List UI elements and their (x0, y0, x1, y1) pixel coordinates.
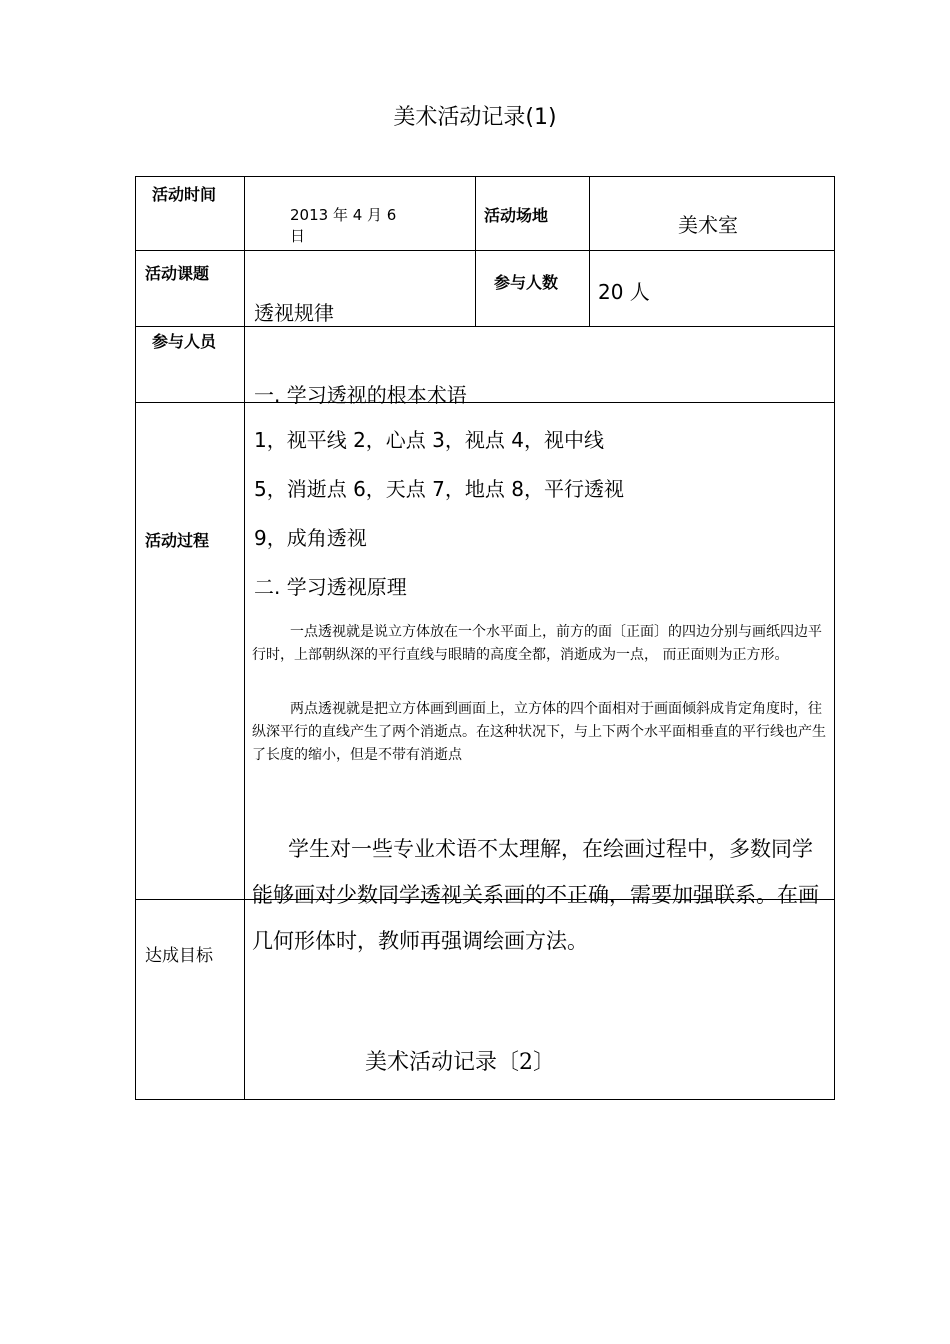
activity-topic-value: 透视规律 (254, 301, 334, 325)
table-row-divider (135, 402, 835, 403)
activity-place-value: 美术室 (678, 213, 738, 237)
process-terms-line-3: 9，成角透视 (254, 526, 367, 550)
process-terms-line-1: 1，视平线 2，心点 3，视点 4，视中线 (254, 428, 604, 452)
activity-date-line1: 2013 年 4 月 6 (290, 206, 397, 224)
label-activity-process: 活动过程 (145, 531, 210, 550)
two-point-perspective-paragraph: 两点透视就是把立方体画到画面上，立方体的四个面相对于画面倾斜成肯定角度时，往纵深平行的直线产生了两个消逝点。在这种状况下，与上下两个水平面相垂直的平行线也产生了长度的缩小，但是不带有消逝点 (252, 701, 826, 763)
table-row-divider (135, 326, 835, 327)
table-border-top (135, 176, 835, 177)
label-participant-count: 参与人数 (494, 273, 559, 292)
activity-date-line2: 日 (290, 227, 306, 245)
participant-count-value: 20 人 (598, 280, 650, 304)
table-col-divider (244, 176, 245, 1100)
process-heading-1: 一. 学习透视的根本术语 (254, 383, 467, 407)
table-border-left (135, 176, 136, 1100)
label-activity-place: 活动场地 (484, 206, 549, 225)
page-title: 美术活动记录(1) (393, 105, 557, 130)
second-record-title: 美术活动记录〔2〕 (365, 1050, 555, 1075)
table-row-divider (135, 250, 835, 251)
label-participants: 参与人员 (152, 332, 217, 351)
process-heading-2: 二. 学习透视原理 (254, 575, 407, 599)
label-goal: 达成目标 (145, 946, 213, 966)
label-activity-topic: 活动课题 (145, 264, 210, 283)
one-point-perspective-paragraph: 一点透视就是说立方体放在一个水平面上，前方的面〔正面〕的四边分别与画纸四边平行时，上部朝纵深的平行直线与眼睛的高度全都，消逝成为一点， 而正面则为正方形。 (252, 624, 822, 663)
process-terms-line-2: 5，消逝点 6，天点 7，地点 8，平行透视 (254, 477, 624, 501)
table-col-divider (475, 176, 476, 327)
table-border-bottom (135, 1099, 835, 1100)
table-col-divider (589, 176, 590, 327)
goal-text: 学生对一些专业术语不太理解，在绘画过程中，多数同学能够画对少数同学透视关系画的不正确，需要加强联系。在画几何形体时，教师再强调绘画方法。 (252, 837, 819, 953)
label-activity-time: 活动时间 (152, 185, 217, 204)
table-border-right (834, 176, 835, 1100)
